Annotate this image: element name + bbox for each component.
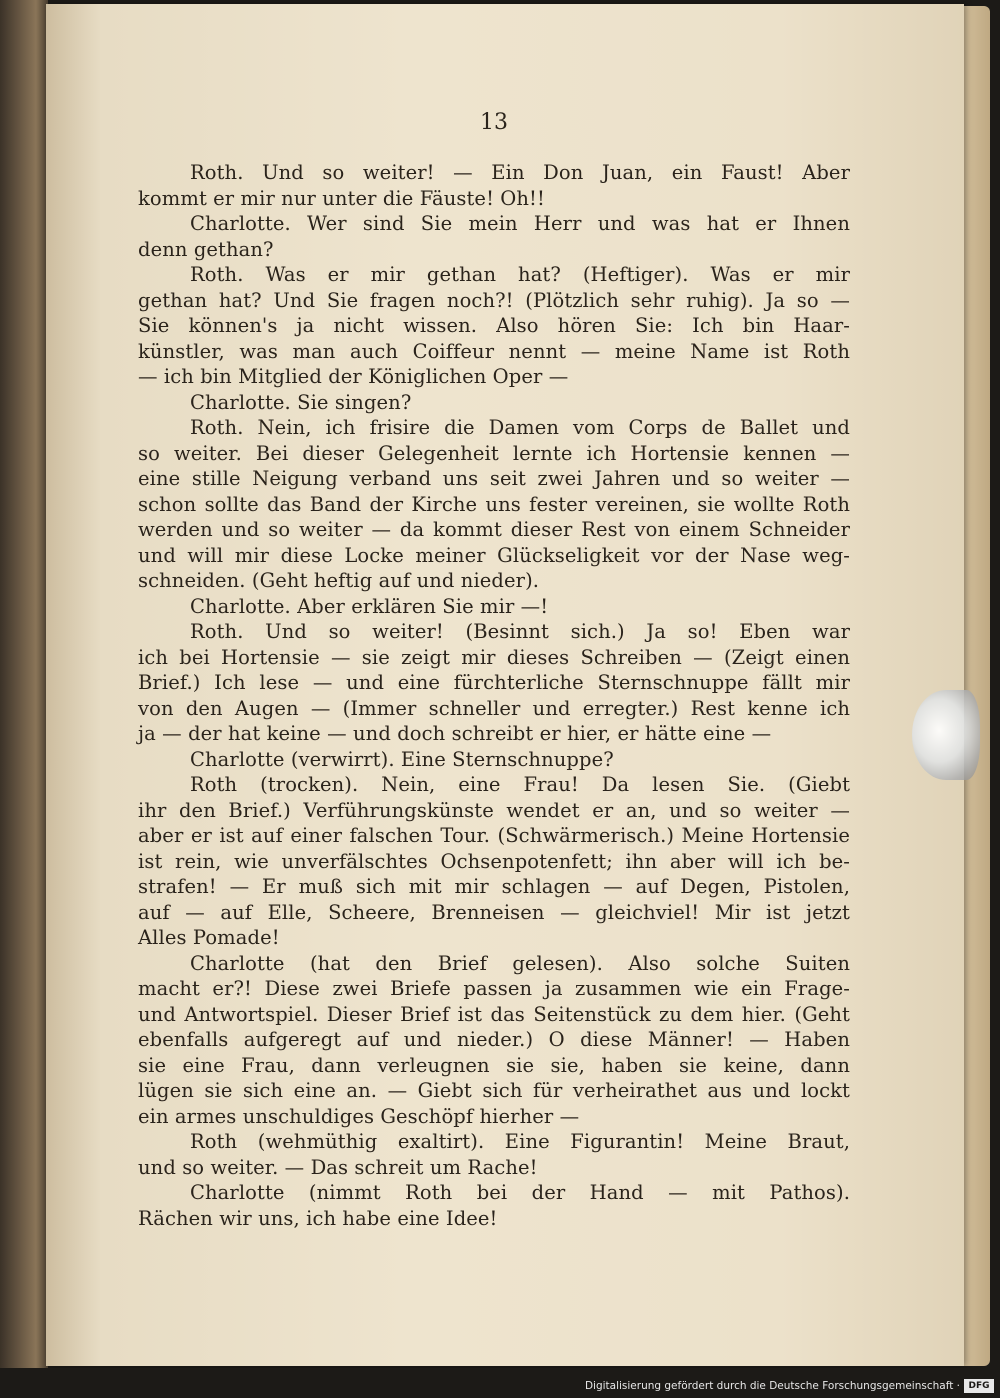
text-line: Roth. Nein, ich frisire die Damen vom Corps de Ballet und: [190, 416, 850, 439]
dfg-logo: DFG: [964, 1379, 994, 1393]
text-line: Roth (trocken). Nein, eine Frau! Da lesen Sie. (Giebt: [190, 773, 850, 796]
text-line: schneiden. (Geht heftig auf und nieder).: [138, 569, 540, 592]
text-line: von den Augen — (Immer schneller und erregter.) Rest kenne ich: [138, 696, 850, 720]
text-block: [138, 160, 850, 1231]
text-line: macht er?! Diese zwei Briefe passen ja zusammen wie ein Frage-: [138, 977, 850, 1000]
text-line: — ich bin Mitglied der Königlichen Oper —: [138, 365, 569, 388]
text-line: Charlotte. Sie singen?: [190, 390, 412, 414]
text-line: Sie können's ja nicht wissen. Also hören Sie: Ich bin Haar-: [138, 314, 850, 337]
book-spine: [0, 0, 48, 1398]
text-line: und so weiter. — Das schreit um Rache!: [138, 1155, 538, 1179]
text-line: Charlotte. Wer sind Sie mein Herr und was hat er Ihnen: [190, 212, 850, 235]
text-line: Roth. Und so weiter! — Ein Don Juan, ein Faust! Aber: [190, 161, 850, 184]
text-line: werden und so weiter — da kommt dieser Rest von einem Schneider: [138, 518, 850, 541]
text-line: Alles Pomade!: [138, 926, 280, 949]
text-line: ist rein, wie unverfälschtes Ochsenpotenfett; ihn aber will ich be-: [138, 849, 850, 873]
text-line: auf — auf Elle, Scheere, Brenneisen — gleichviel! Mir ist jetzt: [138, 900, 850, 924]
footer-bar: [0, 1368, 1000, 1398]
text-line: Charlotte (nimmt Roth bei der Hand — mit Pathos).: [190, 1181, 850, 1204]
text-line: Rächen wir uns, ich habe eine Idee!: [138, 1206, 498, 1230]
page-number: 13: [480, 110, 508, 135]
text-line: denn gethan?: [138, 237, 274, 261]
text-line: Charlotte (hat den Brief gelesen). Also solche Suiten: [190, 951, 850, 975]
text-line: aber er ist auf einer falschen Tour. (Schwärmerisch.) Meine Hortensie: [138, 824, 850, 847]
text-line: sie eine Frau, dann verleugnen sie sie, haben sie keine, dann: [138, 1053, 850, 1077]
text-line: Roth (wehmüthig exaltirt). Eine Figurantin! Meine Braut,: [190, 1130, 850, 1153]
text-line: ja — der hat keine — und doch schreibt er hier, er hätte eine —: [138, 722, 772, 745]
text-line: gethan hat? Und Sie fragen noch?! (Plötzlich sehr ruhig). Ja so —: [138, 288, 850, 312]
text-line: Roth. Und so weiter! (Besinnt sich.) Ja so! Eben war: [190, 620, 850, 643]
text-line: lügen sie sich eine an. — Giebt sich für verheirathet aus und lockt: [138, 1079, 850, 1102]
text-line: strafen! — Er muß sich mit mir schlagen — auf Degen, Pistolen,: [138, 875, 850, 898]
text-line: kommt er mir nur unter die Fäuste! Oh!!: [138, 186, 545, 210]
page-clip: [912, 690, 980, 780]
text-line: so weiter. Bei dieser Gelegenheit lernte ich Hortensie kennen —: [138, 441, 850, 465]
text-line: und Antwortspiel. Dieser Brief ist das Seitenstück zu dem hier. (Geht: [138, 1002, 850, 1026]
funding-notice: Digitalisierung gefördert durch die Deutsche Forschungsgemeinschaft ·: [584, 1380, 960, 1392]
text-line: ein armes unschuldiges Geschöpf hierher —: [138, 1104, 580, 1128]
text-line: Charlotte. Aber erklären Sie mir —!: [190, 594, 549, 618]
text-line: Charlotte (verwirrt). Eine Sternschnuppe?: [190, 747, 614, 771]
text-line: ich bei Hortensie — sie zeigt mir dieses Schreiben — (Zeigt einen: [138, 645, 850, 669]
text-line: eine stille Neigung verband uns seit zwei Jahren und so weiter —: [138, 467, 850, 490]
text-line: ebenfalls aufgeregt auf und nieder.) O diese Männer! — Haben: [138, 1028, 850, 1051]
text-line: ihr den Brief.) Verführungskünste wendet er an, und so weiter —: [138, 798, 850, 822]
text-line: schon sollte das Band der Kirche uns fester vereinen, sie wollte Roth: [138, 492, 850, 516]
text-line: Roth. Was er mir gethan hat? (Heftiger). Was er mir: [190, 263, 850, 286]
text-line: und will mir diese Locke meiner Glückseligkeit vor der Nase weg-: [138, 543, 850, 567]
text-line: künstler, was man auch Coiffeur nennt — meine Name ist Roth: [138, 339, 850, 363]
text-line: Brief.) Ich lese — und eine fürchterliche Sternschnuppe fällt mir: [138, 671, 850, 694]
